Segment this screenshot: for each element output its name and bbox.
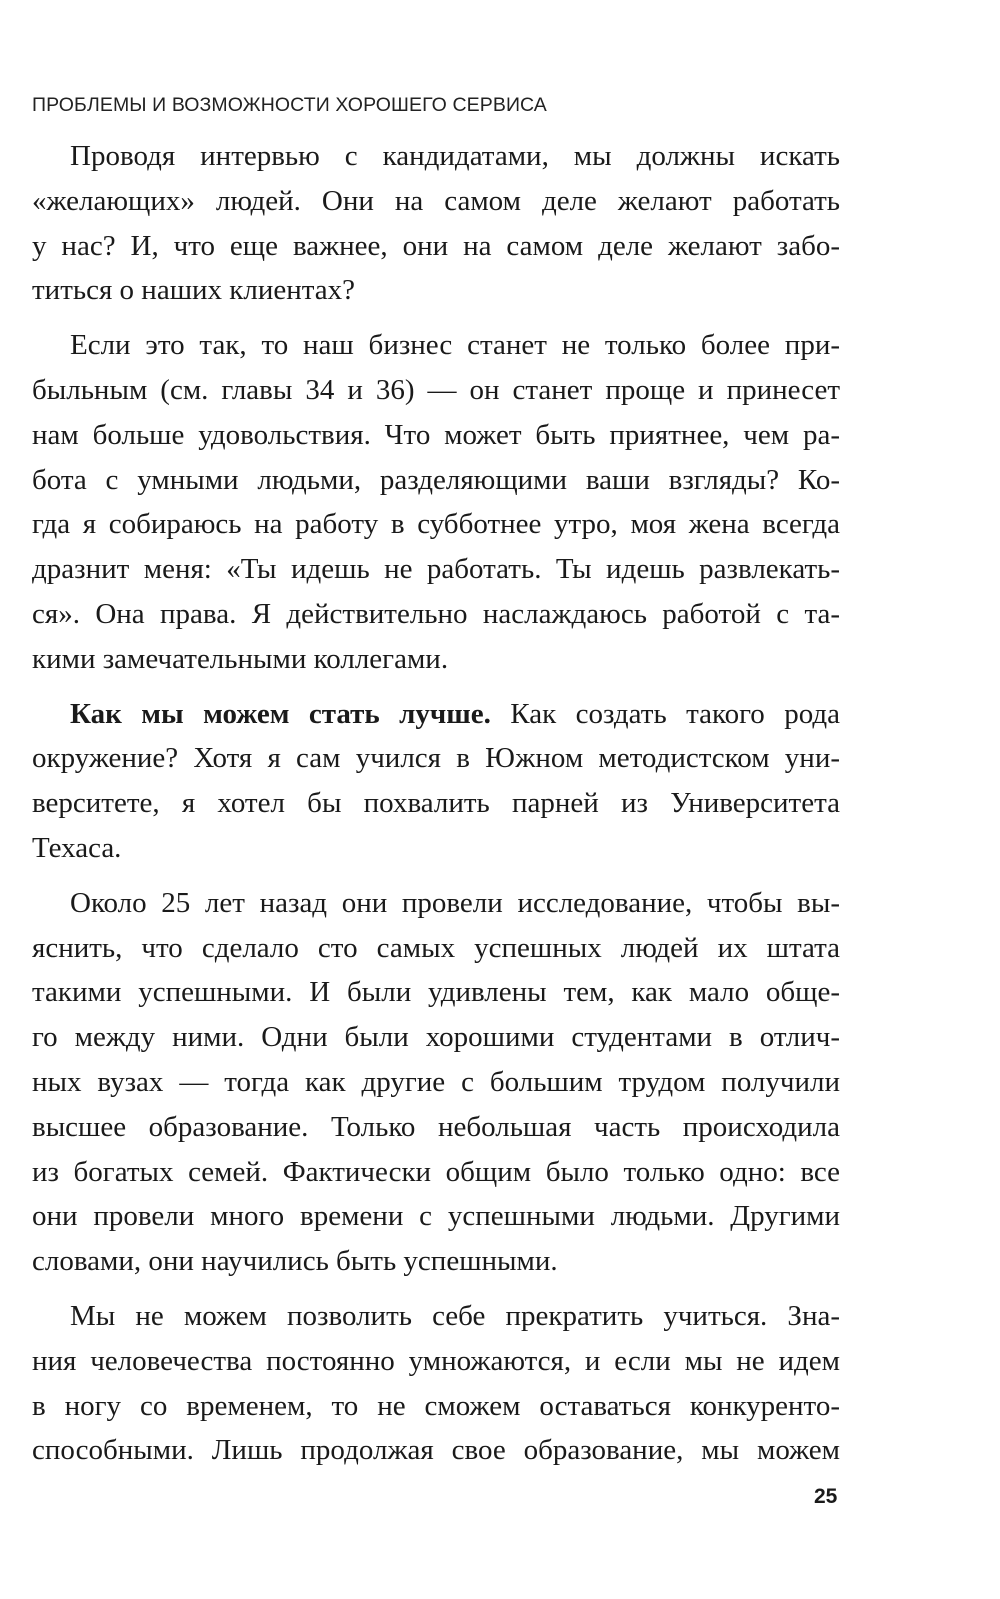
paragraph-3 <box>32 692 840 871</box>
text-line: способными. Лишь продолжая свое образование, мы можем <box>32 1434 840 1467</box>
text-line: гда я собираюсь на работу в субботнее утро, моя жена всегда <box>32 508 840 541</box>
text-line: нам больше удовольствия. Что может быть приятнее, чем ра- <box>32 418 840 451</box>
text-line: Мы не можем позволить себе прекратить учиться. Зна- <box>70 1299 840 1332</box>
text-line: они провели много времени с успешными людьми. Другими <box>32 1200 840 1233</box>
paragraph-4 <box>32 881 840 1284</box>
text-line: ния человечества постоянно умножаются, и если мы не идем <box>32 1344 840 1377</box>
body-text <box>32 134 840 1483</box>
text-run: Как создать такого рода <box>490 697 840 730</box>
text-line: яснить, что сделало сто самых успешных людей их штата <box>32 931 840 964</box>
text-line: бота с умными людьми, разделяющими ваши взгляды? Ко- <box>32 463 840 496</box>
page-number: 25 <box>814 1485 838 1508</box>
text-line: у нас? И, что еще важнее, они на самом деле желают забо- <box>32 229 840 262</box>
text-line: дразнит меня: «Ты идешь не работать. Ты идешь развлекать- <box>32 553 840 586</box>
text-line: из богатых семей. Фактически общим было только одно: все <box>32 1155 840 1188</box>
text-line: го между ними. Одни были хорошими студентами в отлич- <box>32 1021 840 1054</box>
paragraph-1 <box>32 134 840 313</box>
paragraph-5 <box>32 1294 840 1473</box>
text-line: титься о наших клиентах? <box>32 274 356 307</box>
text-line: кими замечательными коллегами. <box>32 642 449 675</box>
text-line: быльным (см. главы 34 и 36) — он станет проще и принесет <box>32 373 840 406</box>
text-line: Проводя интервью с кандидатами, мы должны искать <box>70 140 840 172</box>
text-line: высшее образование. Только небольшая часть происходила <box>32 1110 840 1143</box>
text-line: такими успешными. И были удивлены тем, как мало обще- <box>32 976 840 1009</box>
text-line: ся». Она права. Я действительно наслаждаюсь работой с та- <box>32 597 840 630</box>
text-line: «желающих» людей. Они на самом деле желают работать <box>32 184 840 217</box>
running-head: ПРОБЛЕМЫ И ВОЗМОЖНОСТИ ХОРОШЕГО СЕРВИСА <box>32 94 547 116</box>
text-line: в ногу со временем, то не сможем оставаться конкуренто- <box>32 1389 840 1422</box>
paragraph-2 <box>32 323 840 681</box>
text-line: окружение? Хотя я сам учился в Южном методистском уни- <box>32 742 840 775</box>
text-line: словами, они научились быть успешными. <box>32 1245 558 1278</box>
text-line: ных вузах — тогда как другие с большим трудом получили <box>32 1065 840 1098</box>
text-line: Около 25 лет назад они провели исследование, чтобы вы- <box>70 886 840 919</box>
text-line: Если это так, то наш бизнес станет не только более при- <box>70 329 840 362</box>
text-line: верситете, я хотел бы похвалить парней из Университета <box>32 787 840 820</box>
text-line: Техаса. <box>32 831 122 864</box>
run-in-heading: Как мы можем стать лучше. <box>70 697 491 730</box>
text-line <box>32 692 840 737</box>
